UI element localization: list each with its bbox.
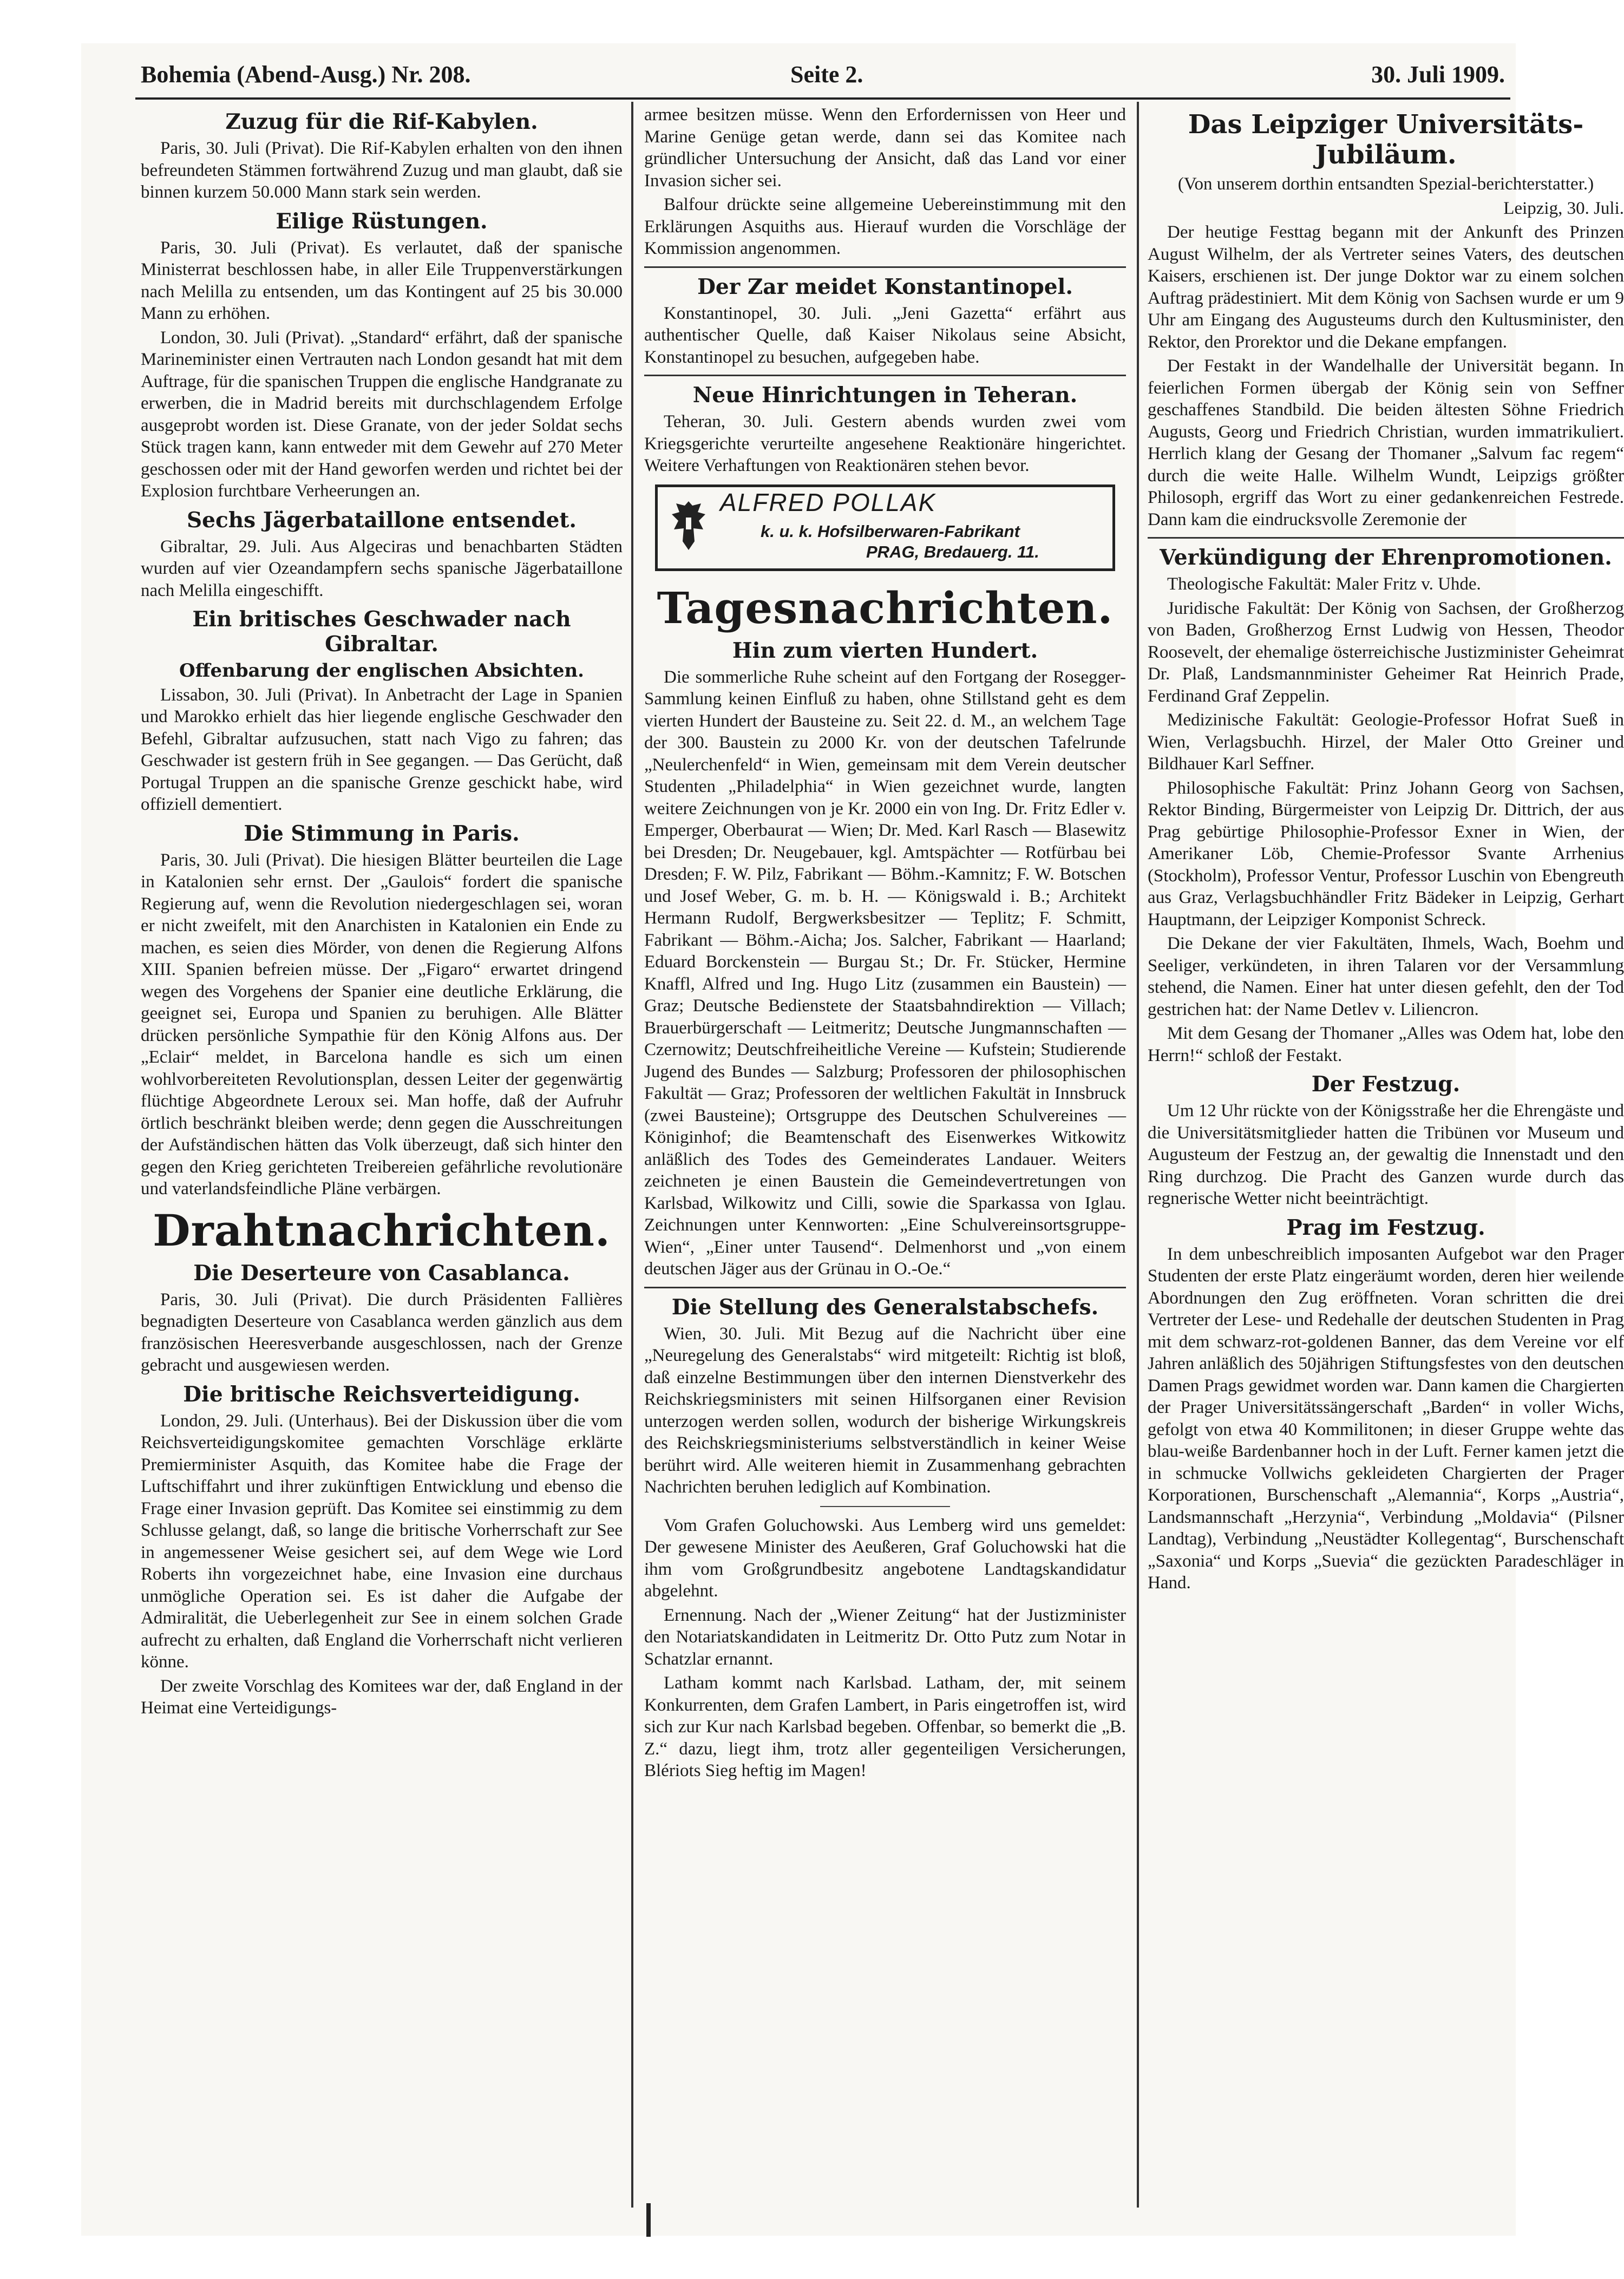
column-2: [644, 104, 1126, 2204]
headline: Zuzug für die Rif-Kabylen.: [225, 109, 538, 134]
article-text: Der zweite Vorschlag des Komitees war der, daß England in der Heimat eine Verteidigungs-: [141, 1676, 623, 1718]
article-text: Der heutige Festtag begann mit der Ankunft des Prinzen August Wilhelm, der als Vertreter seines Vaters, des deutschen Kaisers, erschienen ist. Der junge Doktor war zu einem solchen Auftrag prädestiniert. Mit dem König von Sachsen wurde er um 9 Uhr am Eingang des Augusteums durch den Kultusminister, den Rektor, den Prorektor und die Dekane empfangen.: [1148, 222, 1624, 352]
article-text: Latham kommt nach Karlsbad. Latham, der, mit seinem Konkurrenten, dem Grafen Lambert, in Paris eingetroffen ist, wird sich zur Kur nach Karlsbad begeben. Offenbar, so bemerkt die „B. Z.“ dazu, liegt ihm, trotz aller gegenteiligen Versicherungen, Blériots Sieg heftig im Magen!: [644, 1673, 1126, 1780]
byline: (Von unserem dorthin entsandten Spezial-berichterstatter.): [1177, 174, 1594, 194]
header-page: Seite 2.: [790, 61, 863, 88]
page-header: [141, 54, 1505, 97]
headline: Die britische Reichsverteidigung.: [183, 1381, 580, 1407]
article-text: Juridische Fakultät: Der König von Sachsen, der Großherzog von Baden, Großherzog Ernst Ludwig von Hessen, Theodor Roosevelt, der ehemalige österreichische Justizminister Geheimrat Dr. Plaß, Landsmannminister Geheimer Rat Heinrich Prade, Ferdinand Graf Zeppelin.: [1148, 598, 1624, 706]
advertiser-name: ALFRED POLLAK: [720, 488, 937, 516]
separator: [644, 375, 1126, 376]
section-title: Drahtnachrichten.: [153, 1204, 611, 1256]
article-text: Paris, 30. Juli (Privat). Es verlautet, daß der spanische Ministerrat beschlossen habe, in aller Eile Truppenverstärkungen nach Melilla zu entsenden, um das Kontingent auf 25 bis 30.000 Mann zu erhöhen.: [141, 238, 623, 323]
article-text: London, 29. Juli. (Unterhaus). Bei der Diskussion über die vom Reichsverteidigungskomitee gemachten Vorschläge erklärte Premierminister Asquith, das Komitee habe die Frage der Luftschiffahrt und ihrer zukünftigen Entwicklung und ebenso die Frage einer Invasion geprüft. Das Komitee sei einstimmig zu dem Schlusse gelangt, daß, so lange die britische Vorherrschaft zur See in angemessener Weise gesichert sei, auf dem Wege wie Lord Roberts ihn vorgezeichnet habe, eine Invasion eine durchaus unmögliche Operation sei. Es ist daher die Aufgabe der Admiralität, die Ueberlegenheit zur See in einem solchen Grade aufrecht zu erhalten, daß England die Vorherrschaft nicht verlieren könne.: [141, 1411, 623, 1672]
header-title: Bohemia (Abend-Ausg.) Nr. 208.: [141, 61, 471, 88]
headline: Die Stimmung in Paris.: [244, 821, 520, 846]
separator: [644, 1287, 1126, 1288]
article-text: In dem unbeschreiblich imposanten Aufgebot war den Prager Studenten der erste Platz eingeräumt worden, deren hier weilende Abordnungen den Zug eröffneten. Voran schritten die drei Vertreter der Lese- und Redehalle der deutschen Studenten in Prag mit dem schwarz-rot-goldenen Banner, das dem Vereine vor elf Jahren anläßlich des 50jährigen Stiftungsfestes von den deutschen Damen Prags gewidmet worden war. Dann kamen die Chargierten der Prager Universitätssängerschaft „Barden“ in voller Wichs, gefolgt von etwa 40 Kommilitonen; in dieser Gruppe wehte das blau-weiße Bardenbanner hoch in der Luft. Ferner kamen jetzt die in schmucke Vollwichs gekleideten Chargierten der Prager Korporationen, Burschenschaft „Alemannia“, Korps „Austria“, Landsmannschaft „Herzynia“, Verbindung „Moldavia“ (Pilsner Landtag), Verbindung „Neustädter Kollegentag“, Burschenschaft „Saxonia“ und Korps „Suevia“ die gezückten Paradeschläger in Hand.: [1148, 1244, 1624, 1593]
headline: Das Leipziger Universitäts-Jubiläum.: [1188, 109, 1584, 170]
headline: Der Zar meidet Konstantinopel.: [697, 274, 1073, 299]
article-text: armee besitzen müsse. Wenn den Erfordernissen von Heer und Marine Genüge getan werde, dann sei das Komitee nach gründlicher Untersuchung der Ansicht, daß das Land vor einer Invasion sicher sei.: [644, 105, 1126, 191]
advertiser-address: PRAG, Bredauerg. 11.: [866, 542, 1039, 561]
article-text: Lissabon, 30. Juli (Privat). In Anbetracht der Lage in Spanien und Marokko erhielt das hier liegende englische Geschwader den Befehl, Gibraltar aufzusuchen, statt nach Vigo zu fahren; das Geschwader ist gestern früh in See gegangen. — Das Gerücht, daß Portugal Truppen an die spanische Grenze geschickt habe, wird offiziell dementiert.: [141, 685, 623, 814]
column-1: [141, 104, 623, 2204]
article-text: Balfour drückte seine allgemeine Uebereinstimmung mit den Erklärungen Asquiths aus. Hierauf wurden die Vorschläge der Kommission angenommen.: [644, 195, 1126, 258]
dateline: Leipzig, 30. Juli.: [1503, 198, 1624, 218]
article-text: Theologische Fakultät: Maler Fritz v. Uhde.: [1167, 574, 1481, 594]
article-text: Vom Grafen Goluchowski. Aus Lemberg wird uns gemeldet: Der gewesene Minister des Aeußeren, Graf Goluchowski hat die ihm vom Großgrundbesitz angebotene Landtagskandidatur abgelehnt.: [644, 1515, 1126, 1601]
header-date: 30. Juli 1909.: [1371, 61, 1505, 88]
article-text: Wien, 30. Juli. Mit Bezug auf die Nachricht über eine „Neuregelung des Generalstabs“ wird mitgeteilt: Richtig ist bloß, daß einzelne Bestimmungen über den internen Dienstverkehr des Reichskriegsministers mit seinen Hilfsorganen einer Revision unterzogen werden sollen, wodurch der bisherige Wirkungskreis des Reichskriegsministeriums selbstverständlich in keiner Weise berührt wird. Alle weiteren hiemit in Zusammenhang gebrachten Nachrichten beruhen lediglich auf Kombination.: [644, 1324, 1126, 1497]
section-title: Tagesnachrichten.: [657, 582, 1114, 633]
headline: Ein britisches Geschwader nach Gibraltar.: [192, 607, 571, 657]
article-text: London, 30. Juli (Privat). „Standard“ erfährt, daß der spanische Marineminister einen Vertrauten nach London gesandt hat mit dem Auftrage, für die spanischen Truppen die englische Handgranate zu erwerben, die in Madrid bereits mit durchschlagendem Erfolge ausgeprobt worden ist. Diese Granate, von der jeder Soldat sechs Stück tragen kann, kann entweder mit dem Gewehr auf 270 Meter geschossen oder mit der Hand geworfen werden und richtet bei der Explosion furchtbare Verheerungen an.: [141, 328, 623, 501]
article-text: Philosophische Fakultät: Prinz Johann Georg von Sachsen, Rektor Binding, Bürgermeister von Leipzig Dr. Dittrich, der aus Prag gebürtige Philosophie-Professor Exner in Wien, der Amerikaner Löb, Chemie-Professor Svante Arrhenius (Stockholm), Professor Ventur, Professor Luschin von Ebengreuth aus Graz, Verlagsbuchhändler Fritz Bädeker in Leipzig, Gerhart Hauptmann, der Leipziger Komponist Schreck.: [1148, 778, 1624, 929]
newspaper-page: [81, 43, 1624, 2236]
article-text: Paris, 30. Juli (Privat). Die durch Präsidenten Fallières begnadigten Deserteure von Casablanca werden gänzlich aus dem französischen Heeresverbande ausgeschlossen, nach der Grenze gebracht und ausgewiesen werden.: [141, 1289, 623, 1375]
subheadline: Offenbarung der englischen Absichten.: [179, 660, 585, 682]
column-rule-1: [631, 102, 633, 2208]
article-text: Der Festakt in der Wandelhalle der Universität begann. In feierlichen Formen übergab der König sein von Seffner geschaffenes Standbild. Die beiden ältesten Söhne Friedrich Augusts, Georg und Friedrich Christian, wurden immatrikuliert. Herrlich klang der Gesang der Thomaner „Salvum fac regem“ durch die weite Halle. Wilhelm Wundt, Leipzigs größter Philosoph, ergriff das Wort zu einer gedankenreichen Festrede. Dann kam die eindrucksvolle Zeremonie der: [1148, 356, 1624, 529]
headline: Eilige Rüstungen.: [276, 208, 488, 234]
article-text: Mit dem Gesang der Thomaner „Alles was Odem hat, lobe den Herrn!“ schloß der Festakt.: [1148, 1024, 1624, 1065]
article-text: Gibraltar, 29. Juli. Aus Algeciras und benachbarten Städten wurden auf vier Ozeandampfern sechs spanische Jägerbataillone nach Melilla eingeschifft.: [141, 536, 623, 600]
headline: Die Stellung des Generalstabschefs.: [671, 1294, 1099, 1320]
article-text: Um 12 Uhr rückte von der Königsstraße her die Ehrengäste und die Universitätsmitglieder hatten die Tribünen vor Museum und Augusteum der Festzug an, der gewaltig die Innenstadt und den Ring durchzog. Die Pracht des Ganzen wurde durch das regnerische Wetter nicht beeinträchtigt.: [1148, 1101, 1624, 1208]
headline: Hin zum vierten Hundert.: [732, 638, 1038, 663]
headline: Prag im Festzug.: [1286, 1215, 1485, 1240]
separator: [1148, 537, 1624, 539]
advertiser-trade: k. u. k. Hofsilberwaren-Fabrikant: [761, 521, 1020, 541]
article-text: Teheran, 30. Juli. Gestern abends wurden zwei vom Kriegsgerichte verurteilte angesehene Reaktionäre hingerichtet. Weitere Verhaftungen von Reaktionären stehen bevor.: [644, 412, 1126, 475]
article-text: Paris, 30. Juli (Privat). Die hiesigen Blätter beurteilen die Lage in Katalonien sehr ernst. Der „Gaulois“ fordert die spanische Regierung auf, wenn die Revolution niedergeschlagen sei, woran er nicht zweifelt, mit den Anarchisten in Katalonien ein Ende zu machen, es seien dies Mörder, von denen die Regierung Alfons XIII. Spanien befreien müsse. Der „Figaro“ erwartet dringend wegen des Vorgehens der Spanier eine deutliche Erklärung, die geeignet sei, Europa und Spanien zu beruhigen. Alle Blätter drücken persönliche Sympathie für den König Alfons aus. Der „Eclair“ meldet, in Barcelona handle es sich um einen wohlvorbereiteten Revolutionsplan, dessen Leiter der gegenwärtig flüchtige Abgeordnete Leroux sei. Man hoffe, daß der Aufruhr örtlich beschränkt bleiben werde; denn gegen die Ausschreitungen der Aufständischen hätten das Volk überzeugt, daß sich hinter den gegen den Krieg gerichteten Treibereien gefährliche revolutionäre und vaterlandsfeindliche Pläne verbärgen.: [141, 850, 623, 1199]
article-text: Ernennung. Nach der „Wiener Zeitung“ hat der Justizminister den Notariatskandidaten in Leitmeritz Dr. Otto Putz zum Notar in Schatzlar ernannt.: [644, 1605, 1126, 1669]
advertisement-box: [655, 484, 1115, 571]
headline: Sechs Jägerbataillone entsendet.: [187, 507, 577, 533]
headline: Neue Hinrichtungen in Teheran.: [692, 383, 1078, 408]
article-text: Die sommerliche Ruhe scheint auf den Fortgang der Rosegger-Sammlung keinen Einfluß zu haben, ohne Stillstand geht es dem vierten Hundert der Bausteine zu. Seit 22. d. M., an welchem Tage der 300. Baustein zu 2000 Kr. von der deutschen Tafelrunde „Neulerchenfeld“ in Wien, gemeinsam mit dem Verein deutscher Studenten „Philadelphia“ in Wien gezeichnet wurde, langten weitere Zeichnungen von je Kr. 2000 ein von Ing. Dr. Fritz Edler v. Emperger, Oberbaurat — Wien; Dr. Med. Karl Rasch — Blasewitz bei Dresden; Dr. Neugebauer, kgl. Amtspächter — Rotfürbau bei Dresden; F. W. Pilz, Fabrikant — Böhm.-Kamnitz; F. W. Botschen und Josef Weber, G. m. b. H. — Königswald i. B.; Architekt Hermann Rudolf, Bergwerksbesitzer — Teplitz; F. Schmitt, Fabrikant — Böhm.-Aicha; Jos. Salcher, Fabrikant — Haarland; Eduard Borckenstein — Burgau St.; Dr. Fr. Stücker, Hermine Knaffl, Alfred und Ing. Hugo Litz (zusammen ein Baustein) — Graz; Deutsche Bedienstete der Staatsbahndirektion — Villach; Brauerbürgerschaft — Leitmeritz; Deutsche Jungmannschaften — Czernowitz; Deutschfreiheitliche Vereine — Kufstein; Studierende Jugend des Bundes — Salzburg; Professoren der philosophischen Fakultät — Graz; Professoren der weltlichen Fakultät in Innsbruck (zwei Bausteine); Ortsgruppe des Deutschen Schulvereines — Königinhof; die Beamtenschaft des Eisenwerkes Witkowitz anläßlich des Todes des Gemeinderates Landauer. Weiters zeichneten je einen Baustein die Gemeindevertretungen von Karlsbad, Wilkowitz und Cilli, sowie die Sparkassa von Iglau. Zeichnungen unter Kennworten: „Eine Schulvereinsortsgruppe-Wien“, „Einer unter Tausend“. Delmenhorst und „von einem deutschen Jäger aus der Grünau in O.-Oe.“: [644, 667, 1126, 1279]
column-rule-2: [1137, 102, 1139, 2208]
headline: Der Festzug.: [1311, 1072, 1461, 1097]
separator: [644, 266, 1126, 268]
header-rule: [135, 97, 1510, 100]
article-text: Paris, 30. Juli (Privat). Die Rif-Kabylen erhalten von den ihnen befreundeten Stämmen fortwährend Zuzug und man glaubt, daß sie binnen kurzem 50.000 Mann stark sein werden.: [141, 139, 623, 202]
imperial-eagle-icon: [670, 498, 708, 555]
headline: Verkündigung der Ehrenpromotionen.: [1160, 545, 1612, 570]
article-text: Konstantinopel, 30. Juli. „Jeni Gazetta“ erfährt aus authentischer Quelle, daß Kaiser Nikolaus seine Absicht, Konstantinopel zu besuchen, aufgegeben habe.: [644, 303, 1126, 367]
headline: Die Deserteure von Casablanca.: [193, 1260, 570, 1286]
article-text: Die Dekane der vier Fakultäten, Ihmels, Wach, Boehm und Seeliger, verkündeten, in ihren Talaren vor der Versammlung stehend, die Namen. Einer hat unter diesen gefehlt, den der Tod gestrichen hat: der Name Detlev v. Liliencron.: [1148, 934, 1624, 1019]
separator: [820, 1506, 950, 1507]
article-text: Medizinische Fakultät: Geologie-Professor Hofrat Sueß in Wien, Verlagsbuchh. Hirzel, der Maler Otto Greiner und Bildhauer Karl Seffner.: [1148, 710, 1624, 774]
column-3: [1148, 104, 1624, 2204]
print-specks: [639, 2203, 660, 2241]
